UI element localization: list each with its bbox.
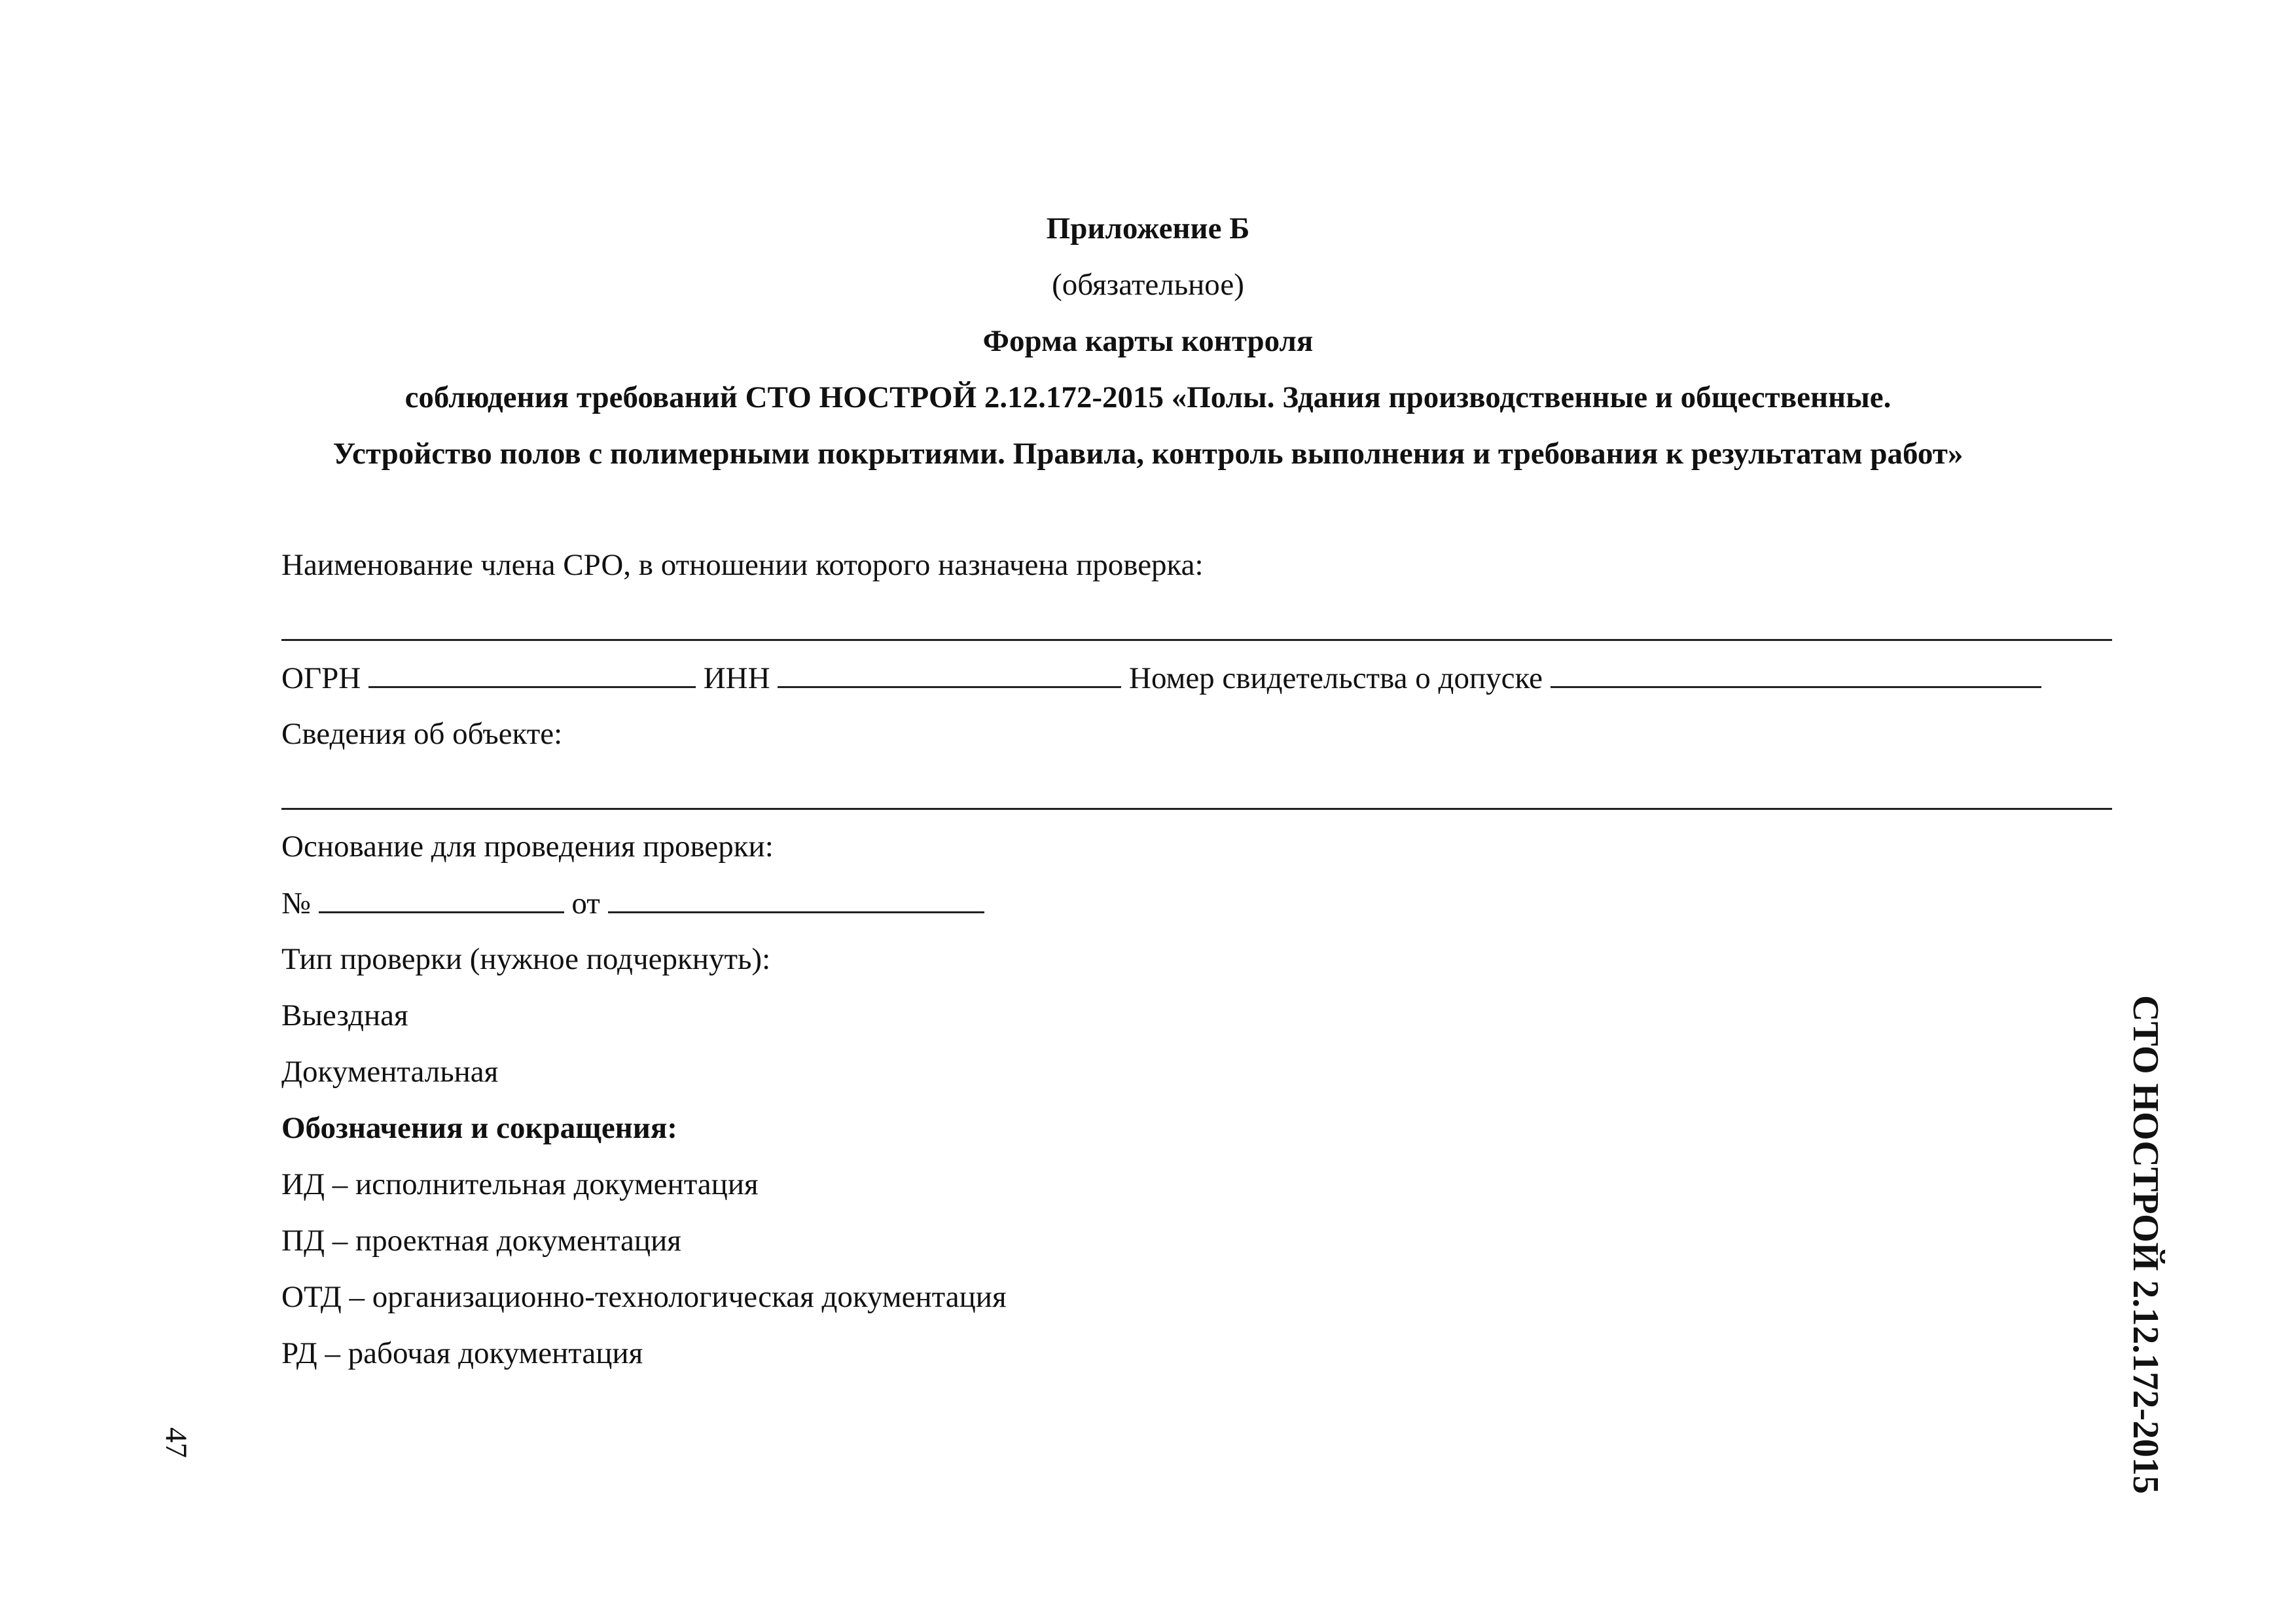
number-label: № (281, 886, 311, 921)
basis-row (281, 885, 984, 921)
abbreviation-item: ОТД – организационно-технологическая документация (281, 1280, 1007, 1314)
basis-number-field[interactable] (319, 885, 564, 913)
registration-row (281, 660, 2041, 696)
abbreviation-item: ПД – проектная документация (281, 1224, 681, 1258)
page-number: 47 (159, 1427, 193, 1458)
form-title: Форма карты контроля (982, 324, 1314, 358)
standard-side-label: СТО НОСТРОЙ 2.12.172-2015 (2125, 995, 2166, 1494)
check-type-label: Тип проверки (нужное подчеркнуть): (281, 942, 771, 976)
member-name-line[interactable] (281, 639, 2112, 641)
abbreviations-heading: Обозначения и сокращения: (281, 1111, 677, 1145)
basis-label: Основание для проведения проверки: (281, 830, 774, 864)
annex-status: (обязательное) (1052, 268, 1244, 302)
ogrn-label: ОГРН (281, 661, 361, 695)
basis-date-field[interactable] (608, 885, 984, 913)
inn-field[interactable] (778, 660, 1121, 688)
abbreviation-item: РД – рабочая документация (281, 1336, 643, 1370)
member-label: Наименование члена СРО, в отношении которого назначена проверка: (281, 548, 1204, 582)
from-label: от (571, 886, 600, 921)
subtitle-line-2: Устройство полов с полимерными покрытиями. Правила, контроль выполнения и требования к результатам работ» (332, 437, 1964, 471)
abbreviation-item: ИД – исполнительная документация (281, 1167, 759, 1201)
inn-label: ИНН (703, 661, 770, 695)
check-type-option-onsite[interactable]: Выездная (281, 998, 408, 1032)
annex-title: Приложение Б (1046, 211, 1250, 246)
subtitle-line-1: соблюдения требований СТО НОСТРОЙ 2.12.172-2015 «Полы. Здания производственные и общественные. (404, 380, 1892, 414)
ogrn-field[interactable] (368, 660, 696, 688)
object-info-line[interactable] (281, 808, 2112, 810)
certificate-field[interactable] (1551, 660, 2041, 688)
certificate-label: Номер свидетельства о допуске (1129, 661, 1543, 695)
object-label: Сведения об объекте: (281, 717, 563, 751)
check-type-option-documentary[interactable]: Документальная (281, 1055, 499, 1089)
